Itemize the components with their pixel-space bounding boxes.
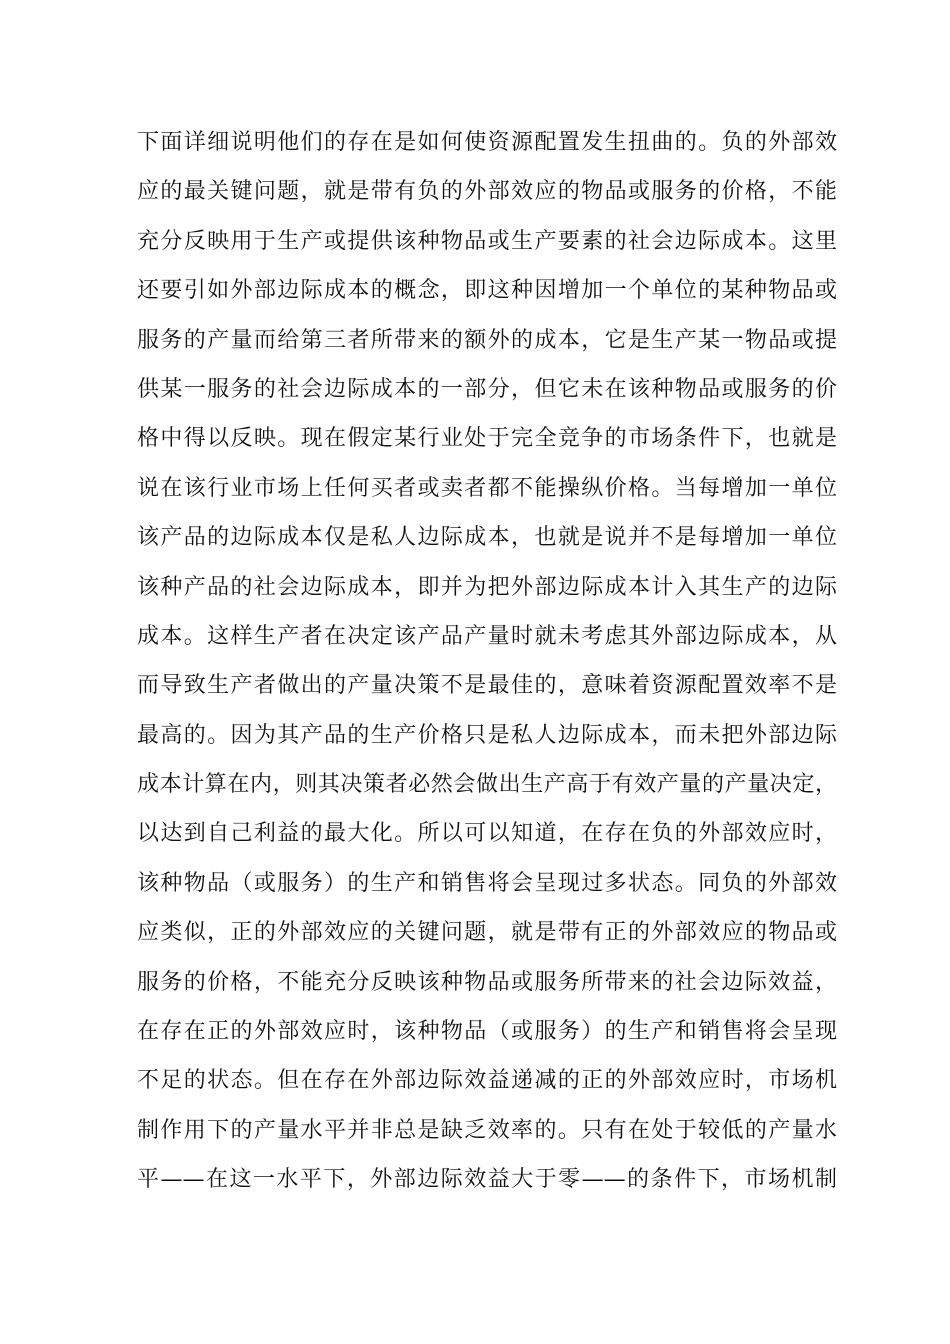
body-text	[137, 118, 837, 1205]
text-line: 应类似，正的外部效应的关键问题，就是带有正的外部效应的物品或	[137, 920, 837, 946]
text-line: 最高的。因为其产品的生产价格只是私人边际成本，而未把外部边际	[137, 722, 837, 748]
text-line: 还要引如外部边际成本的概念，即这种因增加一个单位的某种物品或	[137, 278, 837, 304]
text-line: 服务的产量而给第三者所带来的额外的成本，它是生产某一物品或提	[137, 327, 837, 353]
text-line: 平——在这一水平下，外部边际效益大于零——的条件下，市场机制	[137, 1167, 837, 1193]
text-line: 充分反映用于生产或提供该种物品或生产要素的社会边际成本。这里	[137, 228, 837, 254]
text-line: 制作用下的产量水平并非总是缺乏效率的。只有在处于较低的产量水	[137, 1117, 837, 1143]
text-line: 下面详细说明他们的存在是如何使资源配置发生扭曲的。负的外部效	[137, 130, 837, 155]
text-line: 该产品的边际成本仅是私人边际成本，也就是说并不是每增加一单位	[137, 525, 837, 551]
text-line: 服务的价格，不能充分反映该种物品或服务所带来的社会边际效益，	[137, 969, 837, 995]
text-line: 供某一服务的社会边际成本的一部分，但它未在该种物品或服务的价	[137, 376, 837, 402]
text-line: 不足的状态。但在存在外部边际效益递减的正的外部效应时，市场机	[137, 1068, 837, 1094]
text-line: 成本计算在内，则其决策者必然会做出生产高于有效产量的产量决定，	[137, 772, 837, 798]
text-line: 而导致生产者做出的产量决策不是最佳的，意味着资源配置效率不是	[137, 673, 837, 699]
text-line: 应的最关键问题，就是带有负的外部效应的物品或服务的价格，不能	[137, 179, 837, 205]
text-line: 该种产品的社会边际成本，即并为把外部边际成本计入其生产的边际	[137, 574, 837, 600]
text-line: 成本。这样生产者在决定该产品产量时就未考虑其外部边际成本，从	[137, 623, 837, 649]
text-line: 以达到自己利益的最大化。所以可以知道，在存在负的外部效应时，	[137, 821, 837, 847]
text-line: 在存在正的外部效应时，该种物品（或服务）的生产和销售将会呈现	[137, 1019, 837, 1045]
text-line: 格中得以反映。现在假定某行业处于完全竞争的市场条件下，也就是	[137, 426, 837, 452]
text-line: 该种物品（或服务）的生产和销售将会呈现过多状态。同负的外部效	[137, 870, 837, 896]
text-line: 说在该行业市场上任何买者或卖者都不能操纵价格。当每增加一单位	[137, 475, 837, 501]
